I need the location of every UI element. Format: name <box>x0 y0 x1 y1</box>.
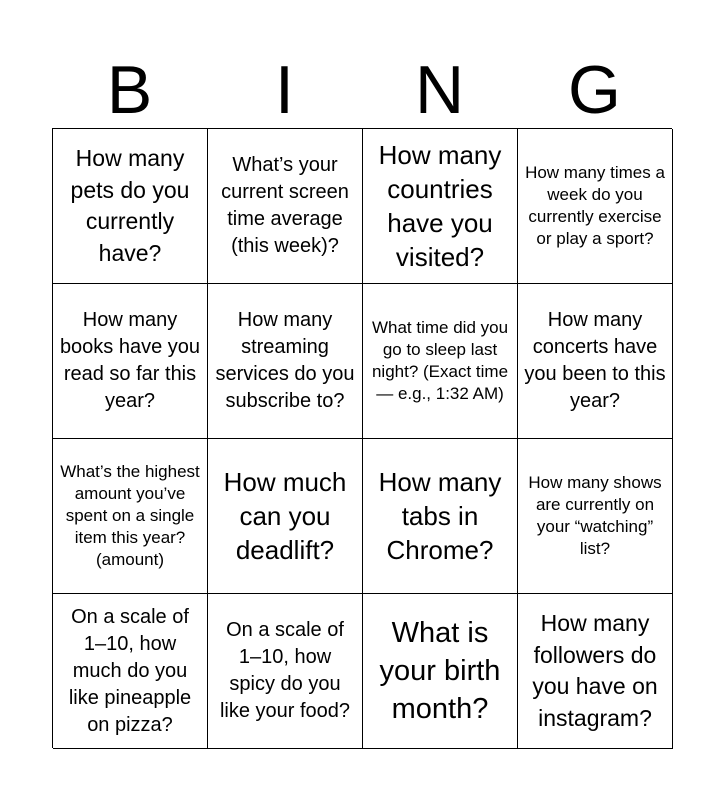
header-letter-g: G <box>568 52 621 128</box>
cell-text: What time did you go to sleep last night? (Exact time — e.g., 1:32 AM) <box>371 318 509 403</box>
bingo-cell[interactable] <box>53 129 208 284</box>
cell-text: How many countries have you visited? <box>378 140 502 272</box>
bingo-cell[interactable] <box>363 439 518 594</box>
bingo-cell[interactable] <box>363 129 518 284</box>
cell-text: How many pets do you currently have? <box>70 145 190 266</box>
bingo-grid <box>52 128 672 748</box>
cell-text: On a scale of 1–10, how much do you like pineapple on pizza? <box>68 605 192 736</box>
cell-text: How many tabs in Chrome? <box>378 467 502 565</box>
cell-text: How many books have you read so far this year? <box>59 309 201 412</box>
cell-text: How much can you deadlift? <box>223 467 347 565</box>
cell-text: How many concerts have you been to this year? <box>524 309 666 412</box>
cell-text: How many streaming services do you subscribe to? <box>215 309 355 412</box>
cell-text: How many times a week do you currently exercise or play a sport? <box>525 163 665 248</box>
cell-text: What is your birth month? <box>379 617 501 725</box>
header-letter-n: N <box>414 52 465 128</box>
cell-text: How many shows are currently on your “watching” list? <box>528 473 662 558</box>
bingo-cell[interactable] <box>53 284 208 439</box>
header-letter-i: I <box>275 52 294 128</box>
bingo-cell[interactable] <box>518 284 673 439</box>
bingo-cell[interactable] <box>208 129 363 284</box>
bingo-cell[interactable] <box>208 284 363 439</box>
bingo-cell[interactable] <box>208 594 363 749</box>
bingo-cell[interactable] <box>518 439 673 594</box>
bingo-cell[interactable] <box>53 594 208 749</box>
bingo-cell[interactable] <box>518 129 673 284</box>
bingo-cell[interactable] <box>363 594 518 749</box>
header-letter-b: B <box>106 52 153 128</box>
cell-text: On a scale of 1–10, how spicy do you like your food? <box>219 619 351 722</box>
bingo-cell[interactable] <box>208 439 363 594</box>
bingo-cell[interactable] <box>363 284 518 439</box>
bingo-cell[interactable] <box>53 439 208 594</box>
cell-text: What’s the highest amount you’ve spent on a single item this year? (amount) <box>60 462 200 569</box>
cell-text: What’s your current screen time average (this week)? <box>221 154 349 257</box>
cell-text: How many followers do you have on instagram? <box>532 610 658 731</box>
bingo-header <box>52 52 672 128</box>
bingo-cell[interactable] <box>518 594 673 749</box>
